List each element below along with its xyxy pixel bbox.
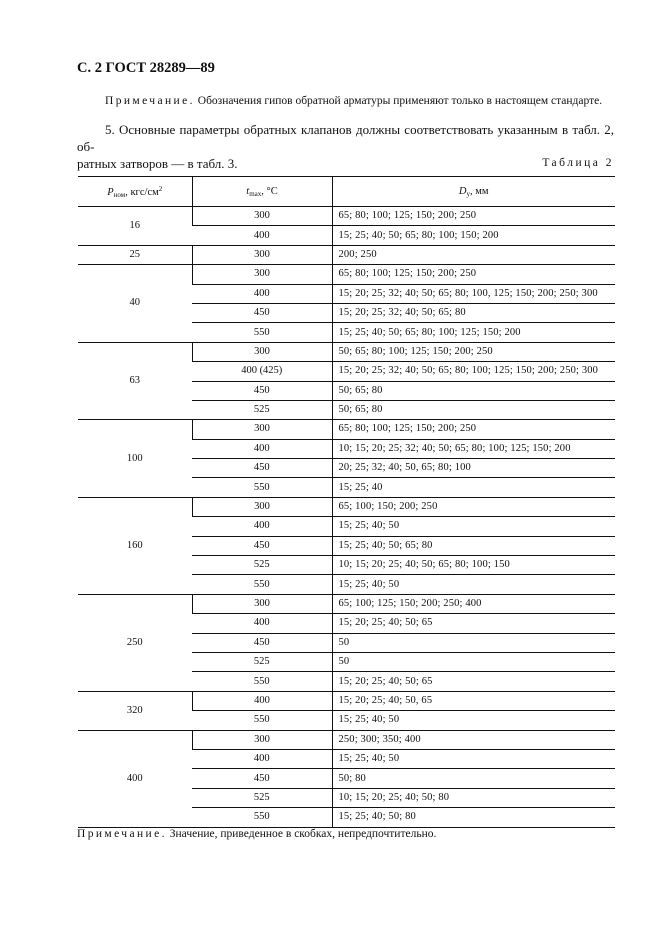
- temperature-cell: 300: [192, 342, 332, 361]
- pressure-cell: 40: [78, 265, 192, 343]
- header-pressure: $P_{ном}$, кгс/$см^2$: [78, 177, 192, 207]
- diameter-cell: 50; 80: [332, 769, 615, 788]
- diameter-cell: 65; 80; 100; 125; 150; 200; 250: [332, 265, 615, 284]
- diameter-cell: 50; 65; 80: [332, 381, 615, 400]
- table-body: [78, 207, 615, 828]
- temperature-cell: 300: [192, 207, 332, 226]
- table-row: [78, 342, 615, 361]
- diameter-cell: 15; 25; 40; 50; 65; 80; 100; 125; 150; 200: [332, 323, 615, 342]
- header-diameter: $D_y$, мм: [332, 177, 615, 207]
- table-row: [78, 497, 615, 516]
- table-header-row: [78, 177, 615, 207]
- table-row: [78, 265, 615, 284]
- temperature-cell: 300: [192, 730, 332, 749]
- table-row: [78, 730, 615, 749]
- temperature-cell: 550: [192, 323, 332, 342]
- diameter-cell: 15; 25; 40; 50: [332, 517, 615, 536]
- temperature-cell: 525: [192, 652, 332, 671]
- temperature-cell: 525: [192, 400, 332, 419]
- table-row: [78, 245, 615, 264]
- temperature-cell: 525: [192, 788, 332, 807]
- pressure-cell: 100: [78, 420, 192, 498]
- temperature-cell: 300: [192, 245, 332, 264]
- paragraph-line-2: ратных затворов — в табл. 3.: [77, 156, 238, 171]
- table-row: [78, 594, 615, 613]
- temperature-cell: 400: [192, 749, 332, 768]
- diameter-cell: 15; 20; 25; 32; 40; 50; 65; 80; 100, 125; 150; 200; 250; 300: [332, 284, 615, 303]
- temperature-cell: 300: [192, 265, 332, 284]
- temperature-cell: 400: [192, 517, 332, 536]
- temperature-cell: 550: [192, 672, 332, 691]
- diameter-cell: 15; 25; 40; 50: [332, 711, 615, 730]
- parameters-table: [78, 176, 615, 828]
- header-temperature: $t_{max}$, °C: [192, 177, 332, 207]
- diameter-cell: 15; 25; 40: [332, 478, 615, 497]
- temperature-cell: 450: [192, 381, 332, 400]
- temperature-cell: 450: [192, 536, 332, 555]
- diameter-cell: 50: [332, 652, 615, 671]
- temperature-cell: 300: [192, 420, 332, 439]
- pressure-cell: 320: [78, 691, 192, 730]
- diameter-cell: 15; 20; 25; 40; 50, 65: [332, 691, 615, 710]
- temperature-cell: 400: [192, 226, 332, 245]
- temperature-cell: 300: [192, 594, 332, 613]
- note-text: Значение, приведенное в скобках, непредпочтительно.: [166, 828, 437, 840]
- diameter-cell: 15; 20; 25; 32; 40; 50; 65; 80; 100; 125; 150; 200; 250; 300: [332, 362, 615, 381]
- temperature-cell: 400: [192, 439, 332, 458]
- diameter-cell: 15; 25; 40; 50; 80: [332, 808, 615, 827]
- pressure-cell: 160: [78, 497, 192, 594]
- diameter-cell: 65; 80; 100; 125; 150; 200; 250: [332, 207, 615, 226]
- diameter-cell: 250; 300; 350; 400: [332, 730, 615, 749]
- temperature-cell: 450: [192, 633, 332, 652]
- table-row: [78, 207, 615, 226]
- temperature-cell: 450: [192, 303, 332, 322]
- note-text: Обозначения гипов обратной арматуры применяют только в настоящем стандарте.: [194, 95, 603, 107]
- diameter-cell: 65; 100; 125; 150; 200; 250; 400: [332, 594, 615, 613]
- table-caption: Таблица 2: [542, 157, 614, 169]
- note-label: Примечание.: [77, 828, 167, 840]
- note-brackets: [77, 828, 436, 840]
- diameter-cell: 15; 25; 40; 50: [332, 749, 615, 768]
- table-row: [78, 420, 615, 439]
- pressure-cell: 16: [78, 207, 192, 246]
- temperature-cell: 550: [192, 478, 332, 497]
- pressure-cell: 25: [78, 245, 192, 264]
- diameter-cell: 10; 15; 20; 25; 40; 50; 80: [332, 788, 615, 807]
- diameter-cell: 15; 25; 40; 50: [332, 575, 615, 594]
- diameter-cell: 50; 65; 80; 100; 125; 150; 200; 250: [332, 342, 615, 361]
- pressure-cell: 63: [78, 342, 192, 420]
- diameter-cell: 15; 20; 25; 32; 40; 50; 65; 80: [332, 303, 615, 322]
- paragraph-line-1: 5. Основные параметры обратных клапанов должны соответствовать указанным в табл. 2, об-: [77, 122, 614, 154]
- temperature-cell: 400: [192, 614, 332, 633]
- diameter-cell: 15; 20; 25; 40; 50; 65: [332, 614, 615, 633]
- diameter-cell: 200; 250: [332, 245, 615, 264]
- temperature-cell: 450: [192, 769, 332, 788]
- temperature-cell: 300: [192, 497, 332, 516]
- diameter-cell: 15; 20; 25; 40; 50; 65: [332, 672, 615, 691]
- diameter-cell: 20; 25; 32; 40; 50, 65; 80; 100: [332, 459, 615, 478]
- diameter-cell: 10; 15; 20; 25; 32; 40; 50; 65; 80; 100; 125; 150; 200: [332, 439, 615, 458]
- diameter-cell: 65; 100; 150; 200; 250: [332, 497, 615, 516]
- paragraph-5: [77, 121, 614, 172]
- diameter-cell: 15; 25; 40; 50; 65; 80: [332, 536, 615, 555]
- temperature-cell: 525: [192, 556, 332, 575]
- temperature-cell: 450: [192, 459, 332, 478]
- table-row: [78, 691, 615, 710]
- temperature-cell: 400: [192, 691, 332, 710]
- temperature-cell: 550: [192, 575, 332, 594]
- temperature-cell: 400: [192, 284, 332, 303]
- diameter-cell: 50: [332, 633, 615, 652]
- pressure-cell: 250: [78, 594, 192, 691]
- temperature-cell: 550: [192, 808, 332, 827]
- page-header: С. 2 ГОСТ 28289—89: [77, 60, 215, 76]
- diameter-cell: 10; 15; 20; 25; 40; 50; 65; 80; 100; 150: [332, 556, 615, 575]
- temperature-cell: 400 (425): [192, 362, 332, 381]
- temperature-cell: 550: [192, 711, 332, 730]
- diameter-cell: 65; 80; 100; 125; 150; 200; 250: [332, 420, 615, 439]
- note-types: [105, 95, 602, 107]
- diameter-cell: 50; 65; 80: [332, 400, 615, 419]
- pressure-cell: 400: [78, 730, 192, 827]
- note-label: Примечание.: [105, 95, 195, 107]
- diameter-cell: 15; 25; 40; 50; 65; 80; 100; 150; 200: [332, 226, 615, 245]
